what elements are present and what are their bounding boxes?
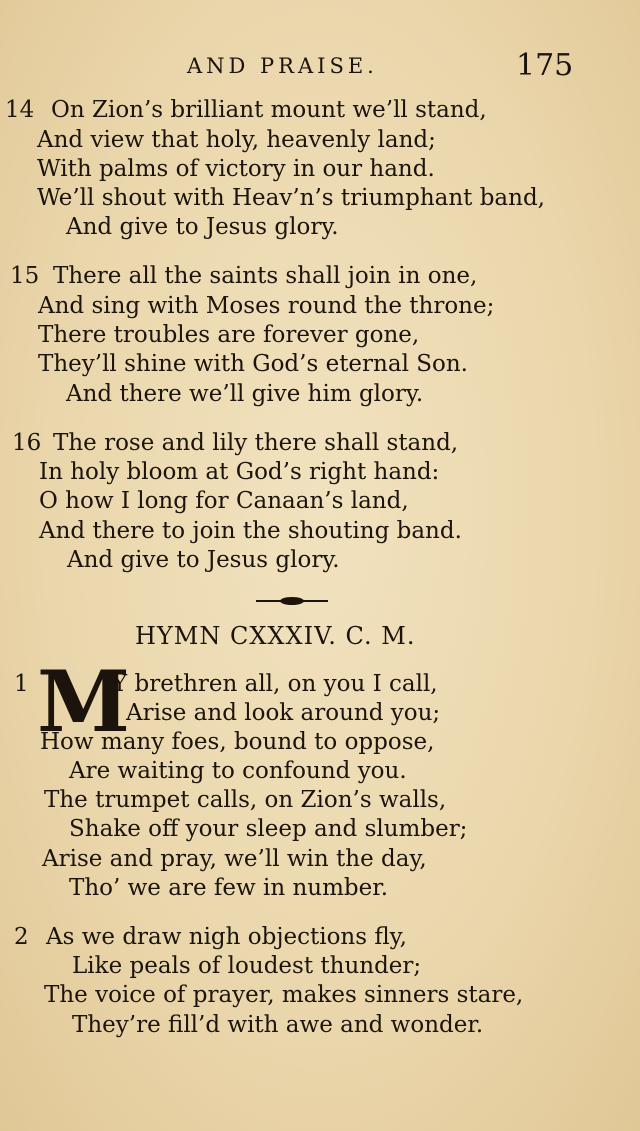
verse-line: And view that holy, heavenly land; — [37, 127, 436, 153]
verse-number: 2 — [14, 924, 29, 950]
verse-line: On Zion’s brilliant mount we’ll stand, — [51, 97, 487, 123]
verse-line: There all the saints shall join in one, — [53, 263, 478, 289]
verse-line: O how I long for Canaan’s land, — [39, 488, 409, 514]
verse-line: And give to Jesus glory. — [67, 547, 340, 573]
verse-line: And there we’ll give him glory. — [66, 381, 424, 407]
verse-number: 1 — [14, 671, 29, 697]
drop-cap: M — [37, 652, 130, 751]
verse-line: Are waiting to confound you. — [69, 758, 407, 784]
section-divider-ornament — [256, 594, 328, 608]
verse-line: And sing with Moses round the throne; — [38, 293, 495, 319]
verse-line: The rose and lily there shall stand, — [53, 430, 459, 456]
hymn-title: HYMN CXXXIV. C. M. — [135, 622, 416, 650]
verse-line: They’ll shine with God’s eternal Son. — [38, 351, 468, 377]
verse-line: Y brethren all, on you I call, — [112, 671, 438, 697]
page-number: 175 — [516, 48, 574, 83]
verse-line: There troubles are forever gone, — [38, 322, 420, 348]
verse-line: And there to join the shouting band. — [39, 518, 462, 544]
verse-line: Shake off your sleep and slumber; — [69, 816, 468, 842]
verse-line: Tho’ we are few in number. — [69, 875, 389, 901]
verse-number: 15 — [10, 263, 40, 289]
verse-line: We’ll shout with Heav’n’s triumphant band, — [37, 185, 545, 211]
verse-line: With palms of victory in our hand. — [37, 156, 435, 182]
verse-line: Arise and look around you; — [126, 700, 441, 726]
verse-line: In holy bloom at God’s right hand: — [39, 459, 440, 485]
verse-line: And give to Jesus glory. — [66, 214, 339, 240]
verse-number: 14 — [5, 97, 35, 123]
verse-line: Like peals of loudest thunder; — [72, 953, 422, 979]
verse-line: The voice of prayer, makes sinners stare, — [44, 982, 524, 1008]
verse-number: 16 — [12, 430, 42, 456]
verse-line: The trumpet calls, on Zion’s walls, — [44, 787, 447, 813]
verse-line: They’re fill’d with awe and wonder. — [72, 1012, 484, 1038]
verse-line: How many foes, bound to oppose, — [40, 729, 435, 755]
verse-line: As we draw nigh objections fly, — [46, 924, 407, 950]
running-head: AND PRAISE. — [187, 54, 378, 78]
verse-line: Arise and pray, we’ll win the day, — [42, 846, 427, 872]
